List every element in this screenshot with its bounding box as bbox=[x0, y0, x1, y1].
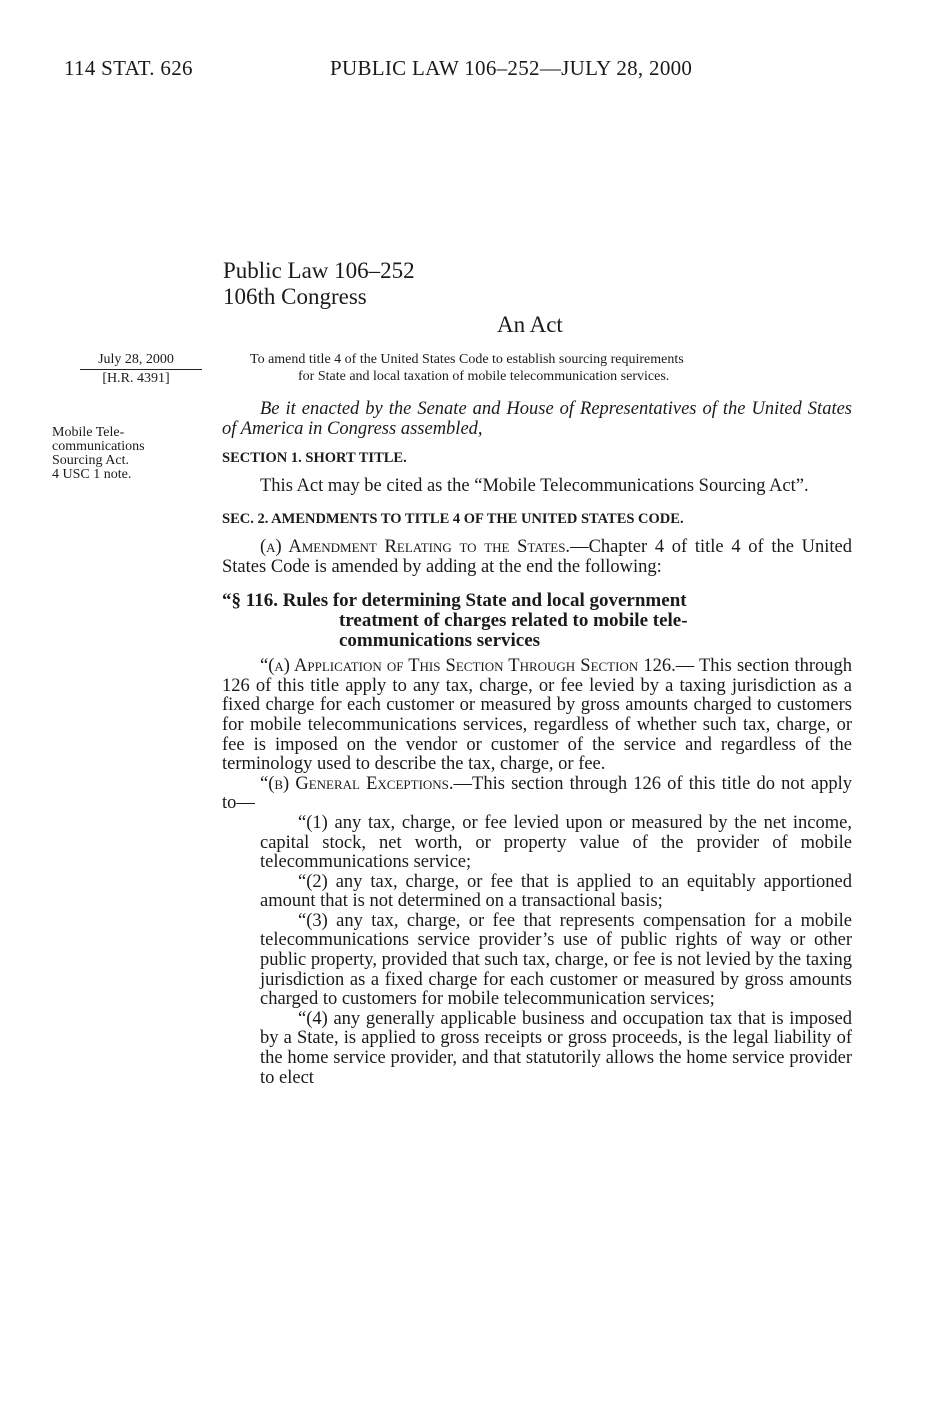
section-116-heading-line-3: communications services bbox=[339, 630, 541, 652]
margin-bill-number: [H.R. 4391] bbox=[102, 371, 170, 386]
exception-item-3: “(3) any tax, charge, or fee that represents compensation for a mobile telecommunications service provider’s use of public rights of way or other public property, provided that such tax, charge, or fee is not levied by the taxing jurisdiction as a fixed charge for each customer or measured by gross amounts charged to customers for mobile telecommunication services; bbox=[260, 910, 852, 1010]
margin-date: July 28, 2000 bbox=[98, 352, 174, 367]
exception-item-2: “(2) any tax, charge, or fee that is applied to an equitably apportioned amount that is not determined on a transactional basis; bbox=[260, 871, 852, 912]
subsection-b-paragraph bbox=[222, 775, 852, 814]
subsection-b-text: —This section through 126 of this title do not apply to— bbox=[222, 773, 853, 814]
subsection-a-paragraph bbox=[222, 657, 852, 775]
section-1-heading: SECTION 1. SHORT TITLE. bbox=[222, 450, 407, 467]
act-body bbox=[222, 400, 852, 1088]
section-2a-label: (a) Amendment Relating to the States. bbox=[260, 536, 571, 557]
section-2a-paragraph bbox=[222, 538, 852, 577]
running-head: PUBLIC LAW 106–252—JULY 28, 2000 bbox=[330, 56, 693, 80]
section-1-text: This Act may be cited as the “Mobile Telecommunications Sourcing Act”. bbox=[260, 475, 809, 496]
act-purpose bbox=[250, 351, 850, 385]
law-number: Public Law 106–252 bbox=[223, 258, 415, 283]
subsection-a-label: “(a) Application of This Section Through Section 126. bbox=[260, 656, 676, 677]
margin-divider bbox=[80, 369, 202, 370]
section-116-heading-line-1: “§ 116. Rules for determining State and local government bbox=[222, 590, 687, 612]
subsection-b-label: “(b) General Exceptions. bbox=[260, 773, 454, 794]
congress-number: 106th Congress bbox=[223, 284, 367, 309]
margin-short-title-note bbox=[52, 426, 145, 482]
law-title-block bbox=[223, 258, 415, 310]
stat-page-number: 114 STAT. 626 bbox=[64, 56, 193, 80]
section-116-heading bbox=[222, 591, 852, 651]
enacting-clause: Be it enacted by the Senate and House of Representatives of the United States of America in Congress assembled, bbox=[222, 399, 852, 439]
section-116-heading-line-2: treatment of charges related to mobile tele- bbox=[339, 610, 688, 632]
margin-note-line: Sourcing Act. bbox=[52, 453, 129, 468]
margin-note-line: communications bbox=[52, 439, 145, 454]
an-act-heading: An Act bbox=[497, 312, 563, 337]
section-2-heading: SEC. 2. AMENDMENTS TO TITLE 4 OF THE UNITED STATES CODE. bbox=[222, 511, 684, 528]
exception-item-4: “(4) any generally applicable business and occupation tax that is imposed by a State, is applied to gross receipts or gross proceeds, is the legal liability of the home service provider, and that statutorily allows the home service provider to elect bbox=[260, 1008, 852, 1088]
margin-note-line: 4 USC 1 note. bbox=[52, 467, 132, 482]
exception-item-1: “(1) any tax, charge, or fee levied upon or measured by the net income, capital stock, net worth, or property value of the provider of mobile telecommunications service; bbox=[260, 812, 852, 873]
purpose-line-1: To amend title 4 of the United States Code to establish sourcing requirements bbox=[250, 352, 684, 367]
subsection-a-text: — This section through 126 of this title apply to any tax, charge, or fee levied by a taxing jurisdiction as a fixed charge for each customer or measured by gross amounts charged to customers for mobile telecommunications services, regardless of whether such tax, charge, or fee is imposed on the vendor or customer of the service and regardless of the terminology used to describe the tax, charge, or fee. bbox=[222, 656, 852, 775]
margin-note-line: Mobile Tele- bbox=[52, 425, 125, 440]
purpose-line-2: for State and local taxation of mobile telecommunication services. bbox=[298, 369, 670, 384]
section-2a-text: —Chapter 4 of title 4 of the United States Code is amended by adding at the end the following: bbox=[222, 536, 852, 577]
